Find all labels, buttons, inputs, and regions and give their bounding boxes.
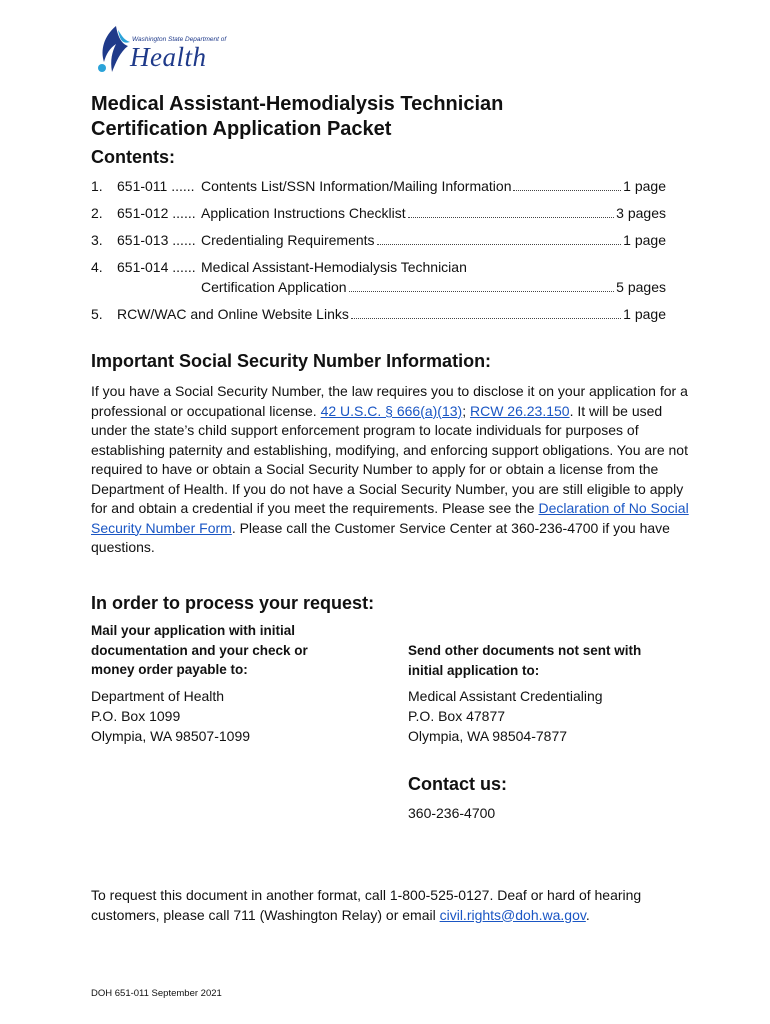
no-ssn-form-link[interactable]: Declaration of No Social Security Number Form bbox=[91, 500, 689, 536]
toc-number: 1. bbox=[91, 178, 103, 194]
toc-number: 5. bbox=[91, 306, 103, 322]
other-documents-address bbox=[408, 686, 603, 746]
accessibility-end: . bbox=[585, 906, 590, 923]
usc-link[interactable]: 42 U.S.C. § 666(a)(13) bbox=[320, 402, 463, 419]
title-line-2: Certification Application Packet bbox=[91, 118, 392, 140]
health-logo-icon bbox=[94, 22, 134, 78]
contact-phone: 360-236-4700 bbox=[408, 805, 496, 821]
toc-code: 651-014 ...... bbox=[117, 259, 196, 275]
address-line: Medical Assistant Credentialing bbox=[408, 688, 603, 704]
address-line: Department of Health bbox=[91, 688, 225, 704]
title-line-1: Medical Assistant-Hemodialysis Technician bbox=[91, 93, 504, 115]
other-documents-heading: Send other documents not sent with initial application to: bbox=[408, 643, 642, 678]
toc-leader bbox=[349, 291, 615, 292]
logo-subtitle: Washington State Department of bbox=[132, 36, 227, 43]
toc-pages: 1 page bbox=[623, 232, 666, 248]
toc-code: 651-012 ...... bbox=[117, 205, 196, 221]
toc-pages: 1 page bbox=[623, 306, 666, 322]
toc-text: Application Instructions Checklist bbox=[201, 205, 406, 221]
toc-pages: 5 pages bbox=[616, 279, 666, 295]
rcw-link[interactable]: RCW 26.23.150 bbox=[469, 402, 570, 419]
accessibility-note bbox=[91, 886, 651, 925]
toc-item bbox=[91, 231, 666, 249]
toc-leader bbox=[513, 190, 621, 191]
toc-text-continued: Certification Application bbox=[201, 279, 347, 295]
toc-text: Credentialing Requirements bbox=[201, 232, 375, 248]
contents-heading: Contents: bbox=[91, 147, 175, 167]
doh-logo bbox=[94, 22, 227, 78]
toc-pages: 1 page bbox=[623, 178, 666, 194]
toc-number: 3. bbox=[91, 232, 103, 248]
toc-code: 651-011 ...... bbox=[117, 178, 195, 194]
toc-item bbox=[91, 305, 666, 323]
toc-number: 4. bbox=[91, 259, 103, 275]
mail-application-heading: Mail your application with initial documentation and your check or money order payable to: bbox=[91, 623, 308, 677]
ssn-separator: ; bbox=[462, 402, 470, 419]
toc-text: RCW/WAC and Online Website Links bbox=[117, 306, 349, 322]
ssn-paragraph bbox=[91, 382, 691, 558]
address-line: P.O. Box 47877 bbox=[408, 708, 506, 724]
address-line: Olympia, WA 98504-7877 bbox=[408, 728, 568, 744]
request-heading: In order to process your request: bbox=[91, 593, 375, 613]
toc-code: 651-013 ...... bbox=[117, 232, 196, 248]
toc-item bbox=[91, 204, 666, 222]
toc-number: 2. bbox=[91, 205, 103, 221]
toc-item bbox=[91, 177, 666, 195]
toc-leader bbox=[351, 318, 621, 319]
document-code: DOH 651-011 September 2021 bbox=[91, 988, 222, 999]
mail-address bbox=[91, 686, 250, 746]
ssn-text: If you have a Social Security Number, the law requires you to disclose it on your application for a professional or occupational license. bbox=[91, 383, 688, 419]
contact-heading: Contact us: bbox=[408, 774, 507, 794]
accessibility-text: To request this document in another format, call 1-800-525-0127. Deaf or hard of hearing customers, please call 711 (Washington Relay) or email bbox=[91, 887, 642, 923]
address-line: P.O. Box 1099 bbox=[91, 708, 181, 724]
toc-text: Contents List/SSN Information/Mailing Information bbox=[201, 178, 512, 194]
ssn-heading: Important Social Security Number Information: bbox=[91, 351, 492, 371]
address-line: Olympia, WA 98507-1099 bbox=[91, 728, 251, 744]
toc-item bbox=[91, 258, 666, 296]
email-link[interactable]: civil.rights@doh.wa.gov bbox=[439, 906, 586, 923]
toc-leader bbox=[377, 244, 622, 245]
toc-pages: 3 pages bbox=[616, 205, 666, 221]
page-title bbox=[91, 92, 691, 142]
ssn-text-2: . It will be used under the state’s child support enforcement program to locate individuals for purposes of establishing paternity and establishing, modifying, and enforcing support obligations. You are not required to have or obtain a Social Security Number to apply for or obtain a license from the Department of Health. If you do not have a Social Security Number, you are still eligible to apply for and obtain a credential if you meet the requirements. Please see the bbox=[91, 402, 688, 516]
logo-title: Health bbox=[130, 42, 207, 72]
ssn-text-3: . Please call the Customer Service Center at 360-236-4700 if you have questions. bbox=[91, 519, 670, 555]
toc-text: Medical Assistant-Hemodialysis Technician bbox=[201, 259, 467, 275]
toc-leader bbox=[408, 217, 615, 218]
